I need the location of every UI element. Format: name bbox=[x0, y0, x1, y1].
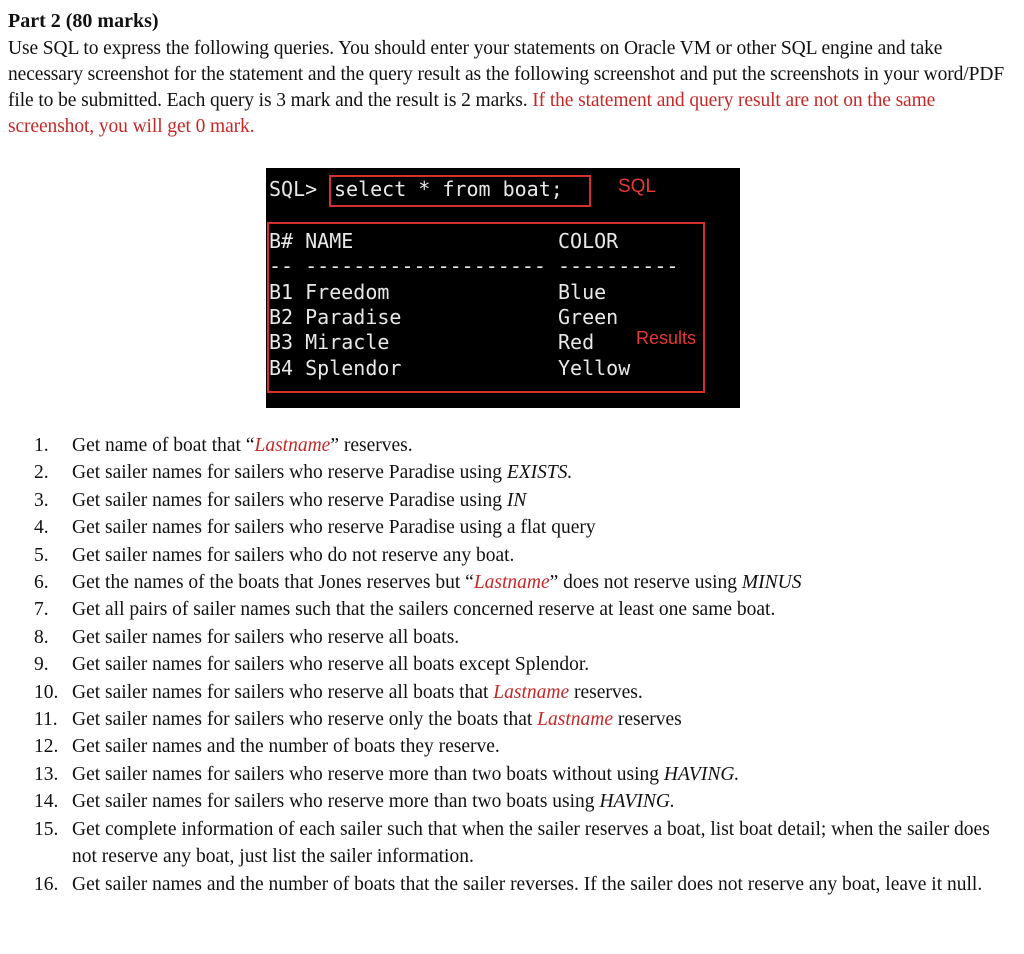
question-item bbox=[34, 816, 1014, 871]
question-text: Lastname bbox=[254, 435, 331, 456]
question-item bbox=[34, 624, 1014, 651]
question-text: Get sailer names for sailers who reserve Paradise using bbox=[72, 462, 507, 484]
results-highlight-box bbox=[267, 222, 705, 393]
question-text: Lastname bbox=[473, 572, 550, 594]
question-item bbox=[34, 459, 1014, 486]
question-item bbox=[34, 596, 1014, 623]
question-number: 16. bbox=[34, 873, 59, 895]
sql-label: SQL bbox=[618, 176, 657, 197]
question-number: 10. bbox=[34, 681, 59, 703]
question-list bbox=[34, 432, 1014, 898]
question-text: EXISTS. bbox=[506, 462, 573, 484]
intro-text: Use SQL to express the following queries. You should enter your statements on Oracle VM or other SQL engine and take necessary screenshot for the statement and the query result as the following screenshot and put the screenshots in your word/PDF file to be submitted. Each query is 3 mark and the result is 2 marks. bbox=[8, 38, 1005, 111]
question-text: Get sailer names and the number of boats that the sailer reverses. If the sailer does not reserve any boat, leave it null. bbox=[72, 873, 983, 895]
question-text: Get all pairs of sailer names such that the sailers concerned reserve at least one same boat. bbox=[72, 599, 776, 621]
question-number: 3. bbox=[34, 489, 49, 511]
result-row: B1 Freedom Blue bbox=[269, 280, 607, 304]
part-title: Part 2 (80 marks) bbox=[8, 10, 159, 32]
question-item bbox=[34, 706, 1014, 733]
intro-paragraph bbox=[8, 36, 1012, 140]
question-number: 8. bbox=[34, 626, 49, 648]
question-text: ” does not reserve using bbox=[549, 572, 742, 594]
question-item bbox=[34, 651, 1014, 678]
question-number: 15. bbox=[34, 818, 59, 840]
question-text: Get sailer names and the number of boats they reserve. bbox=[72, 736, 500, 758]
question-text: Get sailer names for sailers who reserve all boats that bbox=[72, 681, 494, 703]
question-text: IN bbox=[506, 489, 527, 511]
result-row: B3 Miracle Red bbox=[269, 330, 595, 354]
terminal-prompt: SQL> bbox=[269, 177, 318, 201]
question-text: HAVING. bbox=[599, 791, 675, 813]
question-number: 6. bbox=[34, 572, 49, 594]
document bbox=[8, 8, 1012, 140]
question-item bbox=[34, 487, 1014, 514]
question-text: Get the names of the boats that Jones reserves but “ bbox=[72, 572, 474, 594]
question-number: 7. bbox=[34, 599, 49, 621]
result-separator: -- -------------------- ---------- bbox=[269, 254, 679, 278]
question-text: Get complete information of each sailer such that when the sailer reserves a boat, list boat detail; when the sailer does not reserve any boat, just list the sailer information. bbox=[72, 818, 990, 868]
sql-terminal-screenshot bbox=[266, 168, 740, 408]
question-item bbox=[34, 569, 1014, 596]
question-text: Get sailer names for sailers who reserve more than two boats without using bbox=[72, 763, 664, 785]
question-item bbox=[34, 788, 1014, 815]
question-text: Get sailer names for sailers who reserve more than two boats using bbox=[72, 791, 600, 813]
question-number: 2. bbox=[34, 462, 49, 484]
question-item bbox=[34, 761, 1014, 788]
terminal-command: select * from boat; bbox=[334, 177, 563, 201]
result-row: B4 Splendor Yellow bbox=[269, 356, 631, 380]
question-text: MINUS bbox=[741, 572, 802, 594]
question-text: Get name of boat that “ bbox=[72, 435, 255, 456]
question-text: ” reserves. bbox=[330, 435, 413, 456]
result-header: B# NAME COLOR bbox=[269, 229, 619, 253]
question-text: reserves. bbox=[569, 681, 643, 703]
question-text: Get sailer names for sailers who reserve all boats. bbox=[72, 626, 460, 648]
question-number: 9. bbox=[34, 654, 49, 676]
question-text: Get sailer names for sailers who reserve Paradise using a flat query bbox=[72, 517, 596, 539]
question-item bbox=[34, 679, 1014, 706]
query-highlight-box bbox=[329, 175, 591, 207]
question-text: Lastname bbox=[493, 681, 570, 703]
result-row: B2 Paradise Green bbox=[269, 305, 619, 329]
question-item bbox=[34, 733, 1014, 760]
question-item bbox=[34, 871, 1014, 898]
question-text: reserves bbox=[613, 709, 682, 731]
question-text: Lastname bbox=[537, 709, 613, 731]
question-number: 5. bbox=[34, 544, 49, 566]
question-number: 14. bbox=[34, 791, 59, 813]
question-number: 13. bbox=[34, 763, 59, 785]
question-item bbox=[34, 514, 1014, 541]
question-text: Get sailer names for sailers who reserve only the boats that bbox=[72, 709, 538, 731]
question-number: 4. bbox=[34, 517, 49, 539]
question-text: HAVING. bbox=[663, 763, 740, 785]
question-text: Get sailer names for sailers who reserve all boats except Splendor. bbox=[72, 654, 590, 676]
question-number: 1. bbox=[34, 435, 49, 456]
question-text: Get sailer names for sailers who do not reserve any boat. bbox=[72, 544, 515, 566]
question-item bbox=[34, 542, 1014, 569]
results-label: Results bbox=[636, 328, 697, 348]
question-number: 11. bbox=[34, 709, 58, 731]
question-item bbox=[34, 432, 1014, 459]
question-number: 12. bbox=[34, 736, 59, 758]
intro-warning: If the statement and query result are not on the same screenshot, you will get 0 mark. bbox=[8, 90, 936, 137]
question-text: Get sailer names for sailers who reserve Paradise using bbox=[72, 489, 507, 511]
